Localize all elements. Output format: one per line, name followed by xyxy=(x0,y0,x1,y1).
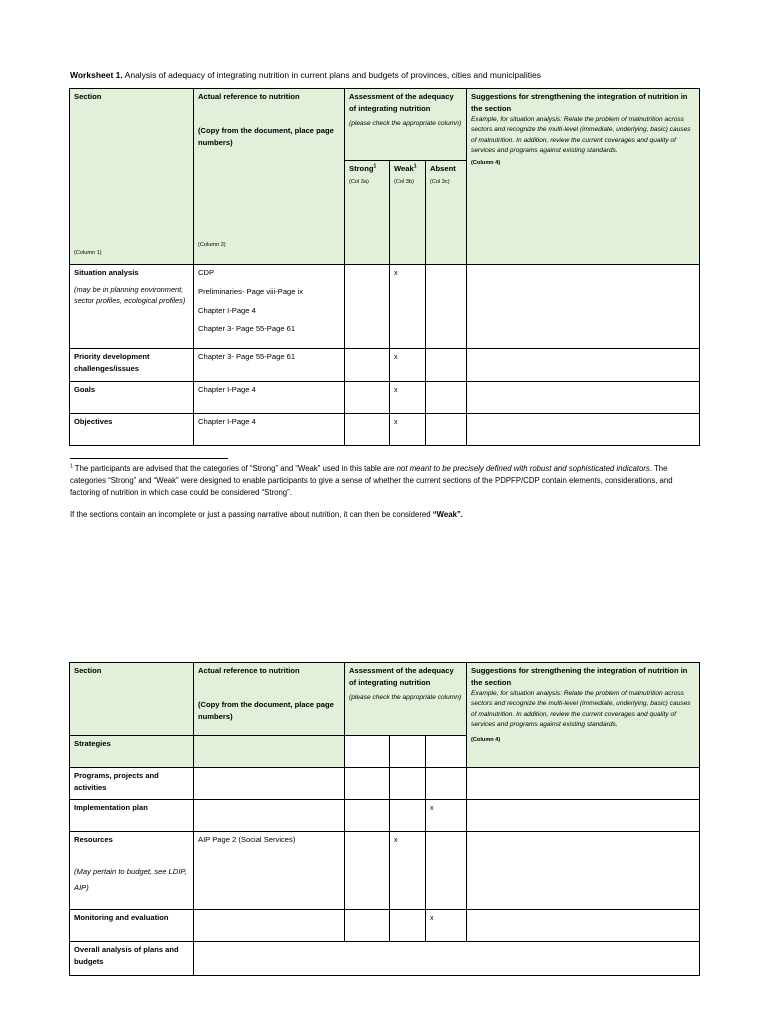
t2-header-actual-ref xyxy=(194,663,345,736)
header-strong-label: Strong xyxy=(349,164,374,173)
resources-name: Resources xyxy=(74,835,113,844)
priority-ref-cell xyxy=(194,349,345,382)
resources-ref-cell xyxy=(194,832,345,910)
footnote xyxy=(70,463,702,531)
goals-suggestion-cell[interactable] xyxy=(467,382,700,414)
programs-absent-cell[interactable] xyxy=(426,768,467,800)
row-situation-analysis xyxy=(70,265,700,349)
monitoring-weak-cell[interactable] xyxy=(390,910,426,942)
strategies-absent-cell[interactable] xyxy=(426,736,467,768)
resources-section-cell xyxy=(70,832,194,910)
programs-name: Programs, projects and activities xyxy=(74,771,159,792)
t2-header-check-note: (please check the appropriate column) xyxy=(349,693,462,701)
t2-header-suggestions-label: Suggestions for strengthening the integration of nutrition in the section xyxy=(471,666,688,687)
worksheet-title xyxy=(70,70,541,80)
monitoring-ref-cell[interactable] xyxy=(194,910,345,942)
situation-weak-cell[interactable] xyxy=(390,265,426,349)
footnote-paragraph-2 xyxy=(70,509,702,521)
monitoring-name: Monitoring and evaluation xyxy=(74,913,169,922)
row-resources xyxy=(70,832,700,910)
monitoring-strong-cell[interactable] xyxy=(345,910,390,942)
objectives-suggestion-cell[interactable] xyxy=(467,414,700,446)
programs-section-cell xyxy=(70,768,194,800)
goals-absent-cell[interactable] xyxy=(426,382,467,414)
strategies-name: Strategies xyxy=(74,739,111,748)
footnote-paragraph-1 xyxy=(70,463,702,499)
t2-header-assessment-label: Assessment of the adequacy of integrating nutrition xyxy=(349,666,454,687)
programs-ref-cell[interactable] xyxy=(194,768,345,800)
situation-suggestion-cell[interactable] xyxy=(467,265,700,349)
footnote-p1-b: are not meant to be precisely defined with robust and sophisticated indicators xyxy=(383,464,650,473)
implementation-weak-cell[interactable] xyxy=(390,800,426,832)
implementation-absent-cell[interactable] xyxy=(426,800,467,832)
header-actual-ref xyxy=(194,89,345,265)
goals-weak-cell[interactable] xyxy=(390,382,426,414)
header-absent xyxy=(426,161,467,265)
row-overall xyxy=(70,942,700,976)
header-section-label: Section xyxy=(74,92,102,101)
header-assessment-label: Assessment of the adequacy of integrating nutrition xyxy=(349,92,454,113)
goals-ref: Chapter I-Page 4 xyxy=(198,385,256,394)
priority-section-cell xyxy=(70,349,194,382)
goals-section-cell xyxy=(70,382,194,414)
implementation-name: Implementation plan xyxy=(74,803,148,812)
overall-name: Overall analysis of plans and budgets xyxy=(74,945,179,966)
monitoring-absent-cell[interactable] xyxy=(426,910,467,942)
t2-header-section xyxy=(70,663,194,736)
implementation-strong-cell[interactable] xyxy=(345,800,390,832)
t2-header-actual-ref-label: Actual reference to nutrition xyxy=(198,666,300,675)
footnote-p1-a: The participants are advised that the categories of “Strong” and “Weak” used in this table xyxy=(72,464,384,473)
header-absent-label: Absent xyxy=(430,164,456,173)
header-copy-note: (Copy from the document, place page numbers) xyxy=(198,125,334,147)
objectives-section-cell xyxy=(70,414,194,446)
resources-note: (May pertain to budget, see LDIP, AIP) xyxy=(74,866,187,892)
priority-absent-cell[interactable] xyxy=(426,349,467,382)
t2-header-assessment xyxy=(345,663,467,736)
objectives-name: Objectives xyxy=(74,417,113,426)
goals-ref-cell xyxy=(194,382,345,414)
priority-weak-mark: x xyxy=(394,354,398,361)
implementation-ref-cell[interactable] xyxy=(194,800,345,832)
programs-weak-cell[interactable] xyxy=(390,768,426,800)
row-programs xyxy=(70,768,700,800)
header-assessment xyxy=(345,89,467,161)
row-objectives xyxy=(70,414,700,446)
resources-ref: AIP Page 2 (Social Services) xyxy=(198,835,296,844)
header-strong xyxy=(345,161,390,265)
monitoring-suggestion-cell[interactable] xyxy=(467,910,700,942)
objectives-ref-cell xyxy=(194,414,345,446)
goals-weak-mark: x xyxy=(394,387,398,394)
footnote-rule xyxy=(70,458,228,459)
situation-strong-cell[interactable] xyxy=(345,265,390,349)
row-monitoring xyxy=(70,910,700,942)
footnote-mark: 1 xyxy=(70,463,73,470)
worksheet-table-2 xyxy=(69,662,700,976)
resources-strong-cell[interactable] xyxy=(345,832,390,910)
t2-header-copy-note: (Copy from the document, place page numbers) xyxy=(198,699,334,721)
situation-name: Situation analysis xyxy=(74,268,139,277)
resources-weak-mark: x xyxy=(394,837,398,844)
header-check-note: (please check the appropriate column) xyxy=(349,119,462,127)
overall-section-cell xyxy=(70,942,194,976)
situation-ref-1: CDP xyxy=(198,268,215,277)
footnote-p2-b: “Weak”. xyxy=(432,510,463,520)
header-col3a: (Col 3a) xyxy=(349,178,369,185)
worksheet-title-text: Analysis of adequacy of integrating nutrition in current plans and budgets of provinces, cities and municipalities xyxy=(124,70,541,80)
header-col3b: (Col 3b) xyxy=(394,178,414,185)
row-goals xyxy=(70,382,700,414)
priority-strong-cell[interactable] xyxy=(345,349,390,382)
footnote-p1-c: . The categories “Strong” and “Weak” were designed to enable participants to give a sense of whether the current sections of the PDPFP/CDP contain elements, considerations, and factoring of nutrition in which case could be considered “Strong”. xyxy=(70,464,673,498)
situation-ref-2: Preliminaries- Page viii-Page ix xyxy=(198,286,304,296)
situation-ref-cell xyxy=(194,265,345,349)
monitoring-section-cell xyxy=(70,910,194,942)
implementation-suggestion-cell[interactable] xyxy=(467,800,700,832)
objectives-weak-cell[interactable] xyxy=(390,414,426,446)
header-weak-label: Weak xyxy=(394,164,414,173)
resources-absent-cell[interactable] xyxy=(426,832,467,910)
header-example: Example, for situation analysis: Relate the problem of malnutrition across sectors and recognize the multi-level (immediate, underlying, basic) causes of malnutrition. In addition, review the current coverages and quality of services and programs against existing standards. xyxy=(471,115,691,155)
row-priority xyxy=(70,349,700,382)
header-col3c: (Col 3c) xyxy=(430,178,450,185)
overall-analysis-cell[interactable] xyxy=(194,942,700,976)
situation-ref-4: Chapter 3- Page 55-Page 61 xyxy=(198,324,296,334)
resources-weak-cell[interactable] xyxy=(390,832,426,910)
monitoring-absent-mark: x xyxy=(430,915,434,922)
situation-note: (may be in planning environment, sector profiles, ecological profiles) xyxy=(74,284,186,306)
situation-absent-cell[interactable] xyxy=(426,265,467,349)
goals-name: Goals xyxy=(74,385,96,394)
objectives-ref: Chapter I-Page 4 xyxy=(198,417,256,426)
programs-suggestion-cell[interactable] xyxy=(467,768,700,800)
objectives-weak-mark: x xyxy=(394,419,398,426)
header-col1: (Column 1) xyxy=(74,250,102,257)
implementation-absent-mark: x xyxy=(430,805,434,812)
objectives-absent-cell[interactable] xyxy=(426,414,467,446)
goals-strong-cell[interactable] xyxy=(345,382,390,414)
objectives-strong-cell[interactable] xyxy=(345,414,390,446)
resources-suggestion-cell[interactable] xyxy=(467,832,700,910)
priority-weak-cell[interactable] xyxy=(390,349,426,382)
situation-ref-3: Chapter I-Page 4 xyxy=(198,305,256,315)
header-col2: (Column 2) xyxy=(198,242,226,249)
header-weak-fn: 1 xyxy=(413,163,417,170)
t2-header-example: Example, for situation analysis: Relate the problem of malnutrition across sectors and recognize the multi-level (immediate, underlying, basic) causes of malnutrition. In addition, review the current coverages and quality of services and programs against existing standards. xyxy=(471,689,691,729)
header-col4: (Column 4) xyxy=(471,159,501,166)
row-implementation xyxy=(70,800,700,832)
footnote-p2-a: If the sections contain an incomplete or just a passing narrative about nutrition, it can then be considered xyxy=(70,510,433,520)
priority-suggestion-cell[interactable] xyxy=(467,349,700,382)
header-section xyxy=(70,89,194,265)
strategies-weak-cell[interactable] xyxy=(390,736,426,768)
programs-strong-cell[interactable] xyxy=(345,768,390,800)
t2-header-col4: (Column 4) xyxy=(471,736,501,743)
header-weak xyxy=(390,161,426,265)
implementation-section-cell xyxy=(70,800,194,832)
strategies-ref-cell[interactable] xyxy=(194,736,345,768)
strategies-strong-cell[interactable] xyxy=(345,736,390,768)
header-actual-ref-label: Actual reference to nutrition xyxy=(198,92,300,101)
header-suggestions-label: Suggestions for strengthening the integration of nutrition in the section xyxy=(471,92,688,113)
worksheet-table-1 xyxy=(69,88,700,446)
strategies-section-cell xyxy=(70,736,194,768)
priority-ref: Chapter 3- Page 55-Page 61 xyxy=(198,352,296,361)
worksheet-label: Worksheet 1. xyxy=(70,70,123,80)
priority-name: Priority development challenges/issues xyxy=(74,352,150,373)
header-suggestions xyxy=(467,89,700,265)
header-strong-fn: 1 xyxy=(373,163,377,170)
t2-header-section-label: Section xyxy=(74,666,102,675)
t2-header-suggestions xyxy=(467,663,700,768)
situation-weak-mark: x xyxy=(394,270,398,277)
situation-section-cell xyxy=(70,265,194,349)
